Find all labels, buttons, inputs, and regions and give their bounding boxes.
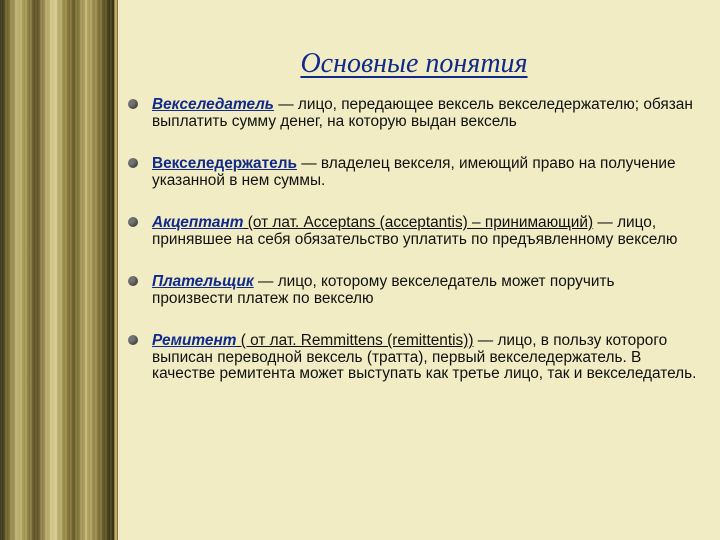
list-item-vekseledatel [128,97,698,130]
term-vekseledatel: Векселедатель [152,96,274,113]
decorative-side-band [0,0,114,540]
term-platelshchik: Плательщик [152,273,254,290]
bullet-icon [128,158,138,168]
origin-akceptant: (от лат. Acceptans (acceptantis) – принимающий) [243,214,594,231]
definition-remitent: — лицо, в пользу которого выписан переводной вексель (тратта), первый векселедержатель. В качестве ремитента может выступать как третье лицо, так и векселедатель. [152,332,697,382]
bullet-icon [128,276,138,286]
list-item-platelshchik [128,274,698,307]
list-item-remitent [128,333,698,383]
term-akceptant: Акцептант [152,214,244,231]
slide-title: Основные понятия [300,48,528,79]
definition-platelshchik: — лицо, которому векселедатель может поручить произвести платеж по векселю [152,273,615,307]
definition-akceptant: — лицо, принявшее на себя обязательство уплатить по предъявленному векселю [152,214,678,248]
bullet-icon [128,99,138,109]
definition-list [128,97,698,409]
list-item-vekseledergatel [128,156,698,189]
definition-vekseledatel: — лицо, передающее вексель векселедержателю; обязан выплатить сумму денег, на которую выдан вексель [152,96,693,130]
decorative-vertical-rule [114,0,118,540]
term-remitent: Ремитент [152,332,237,349]
definition-vekseledergatel: — владелец векселя, имеющий право на получение указанной в нем суммы. [152,155,676,189]
bullet-icon [128,335,138,345]
bullet-icon [128,217,138,227]
term-vekseledergatel: Векселедержатель [152,155,297,172]
list-item-akceptant [128,215,698,248]
origin-remitent: ( от лат. Remmittens (remittentis)) [236,332,474,349]
